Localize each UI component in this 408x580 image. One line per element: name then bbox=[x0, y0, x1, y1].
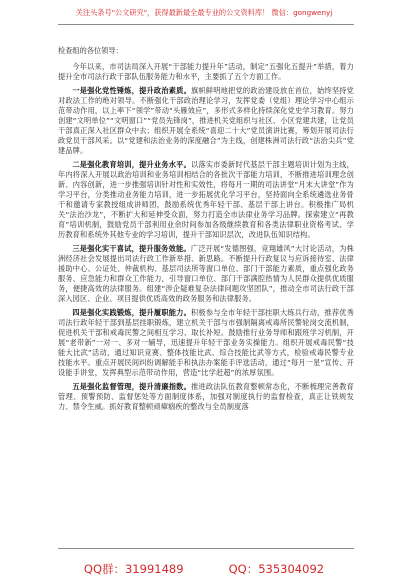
paragraph-body: 广泛开展“发德图强，竞翔雄风”大讨论活动，为株洲经济社会发展提出司法行政工作新举措、新思路。不断提升行政复议与应诉接待室、法律援助中心、公证处、仲裁机构、基层司法所等窗口单位、部门干部能力素质，重点强化政务服务、应急能力和群众工作能力，引导窗口单位、部门干部满腔热情为人民群众提供优质服务，便捷高效的法律服务。组建“涉企疑难复杂法律问题攻坚团队”，推动全市司法行政干部深入园区、企业、项目提供优质高效的政务服务和法律服务。 bbox=[58, 244, 354, 303]
paragraph-heading: 三是强化实干喜试，提升服务效能。 bbox=[72, 244, 191, 253]
paragraph-5 bbox=[58, 382, 354, 412]
banner-text: 关注头条号"公文研究"，获得最新最全最专业的公文资料库！ 微信：gongwenyj bbox=[75, 8, 333, 17]
footer-qq-group: QQ群：31991489 bbox=[83, 562, 184, 576]
paragraph-heading: 一是强化党性锤炼，提升政治素质。 bbox=[72, 86, 191, 95]
footer-qq: QQ：535304092 bbox=[228, 562, 325, 576]
paragraph-4 bbox=[58, 308, 354, 378]
paragraph-heading: 五是强化监督管理，提升清廉指数。 bbox=[72, 382, 191, 391]
paragraph-1 bbox=[58, 86, 354, 156]
paragraph-body: 积极参与全市年轻干部挂职大练兵行动，推荐优秀司法行政年轻干部到基层挂职锻炼，建立机关干部与市强制隔离戒毒所民警轮岗交流机制，促进机关干部和戒毒民警之间相互学习、取长补短。鼓励推行业务导师和跟班学习机制，开展“老带新”一对一、多对一辅导，迅速提升年轻干部业务实操能力。组织开展戒毒民警“技能大比武”活动，通过知识竞赛、整体技能比武、综合技能比武等方式，检验戒毒民警专业技能水平。重点开展民间纠纷调解能手和执法办案能手评选活动，通过“每月一星”宣传、开设能手讲堂，发挥典型示范带动作用，营造“比学赶超”的浓厚氛围。 bbox=[58, 308, 354, 377]
paragraph-heading: 二是强化教育培训，提升业务水平。 bbox=[72, 160, 191, 169]
paragraph-3 bbox=[58, 244, 354, 304]
top-banner bbox=[0, 0, 408, 22]
footer bbox=[0, 550, 408, 580]
paragraph-body: 旗帜鲜明地把党的政治建设放在首位，始终坚持党对政法工作的绝对领导。不断强化干部政治理论学习，发挥党委（党组）理论学习中心组示范带动作用，以上率下“领学”带动“头雁效应”，多形式多样化持续深化党史学习教育。努力创建“文明单位”“文明窗口”“党员先锋岗”，推进机关党组织与社区、小区党建共建，让党员干部真正深入社区群众中去；组织开展全系统“喜迎二十大”党员演讲比赛，筹划开展司法行政党员干部风采。以“党建和法治业务的深度融合”为主线，创建株洲司法行政“法治尖兵”党建品牌。 bbox=[58, 86, 354, 155]
document-page bbox=[58, 46, 354, 416]
salutation: 检查组的各位领导： bbox=[58, 46, 123, 55]
header-divider bbox=[58, 24, 354, 25]
paragraph-body: 以落实市委新时代基层干部主题培训计划为主线，年内将深入开展以政治培训和业务培训相结合的各批次干部能力培训，不断推进培训理念创新、内容创新，进一步推强培训针对性和实效性，将每月一期的司法讲堂“月末大讲堂”作为学习平台，分类推动业务能力培训，进一步拓展优化学习平台，坚持面向全系统遴选业务骨干和邀请专家教授组成讲师团，鼓励系统优秀年轻干部、基层干部上讲台。积极推广局机关“法治沙龙”，不断扩大和延伸受众面，努力打造全市法律业务学习品牌。探索建立“再教育”培训机制，鼓励党员干部利用业余时间参加各级继续教育和各类法律职业资格考试、学历教育和系统外其他专业的学习培训，提升干部知识层次，改进队伍知识结构。 bbox=[58, 160, 354, 239]
paragraph-body: 推进政法队伍教育整顿常态化，不断梳理完善教育管理、预警预防、监督惩处等方面制度体系，加强对制度执行的监督检查，真正让铁规发力、禁令生威。抓好教育整顿顽瘴痼疾的整改与全员制度落 bbox=[58, 382, 354, 411]
paragraph-2 bbox=[58, 160, 354, 240]
paragraph-intro bbox=[58, 62, 354, 82]
paragraph-heading: 四是强化实践锻炼，提升履职能力。 bbox=[72, 308, 191, 317]
paragraph-body: 今年以来，市司法局深入开展“干部能力提升年”活动，制定“五强化五提升”举措，着力提升全市司法行政干部队伍服务能力和水平，主要抓了五个方面工作。 bbox=[58, 62, 354, 81]
footer-divider bbox=[58, 548, 354, 549]
